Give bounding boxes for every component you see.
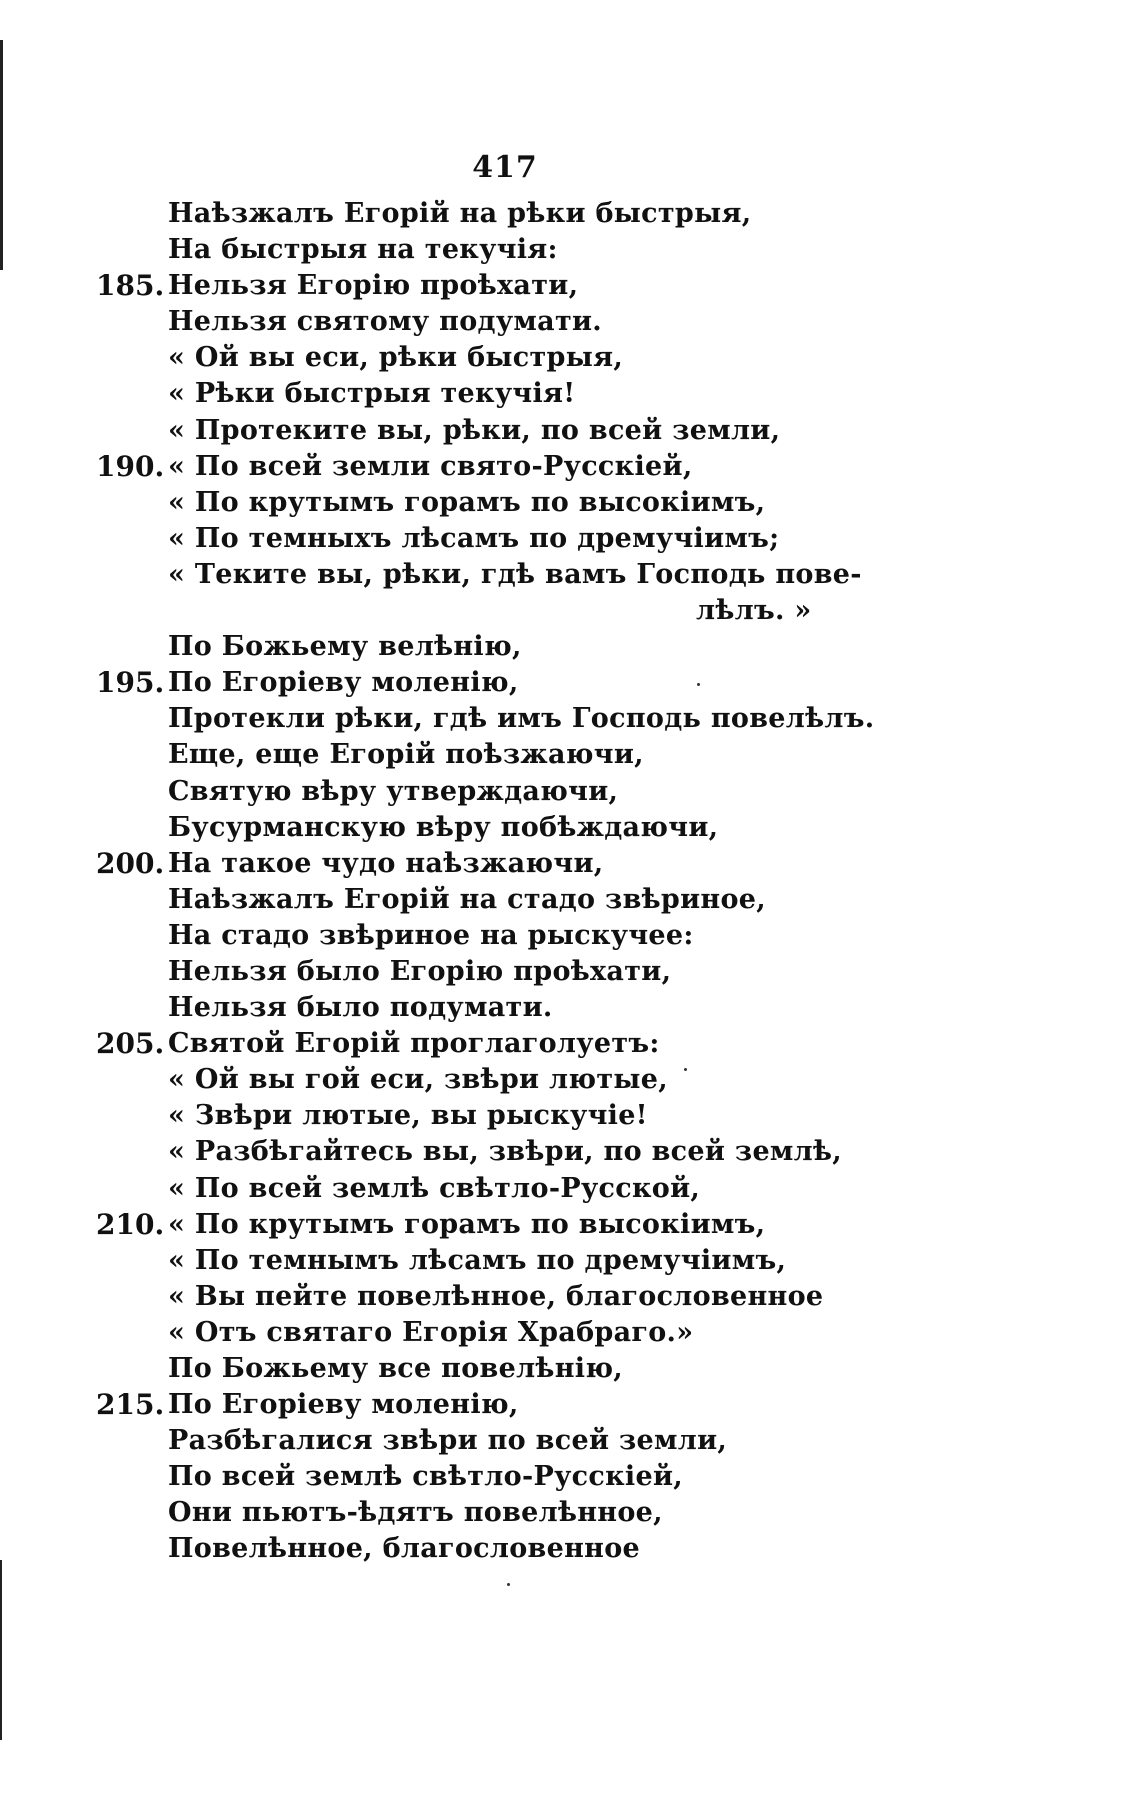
verse-text: « По всей землѣ свѣтло-Русской, <box>168 1172 701 1204</box>
line-number: 200. <box>96 846 165 880</box>
verse-text: Повелѣнное, благословенное <box>168 1533 641 1565</box>
verse-line <box>96 1207 1076 1243</box>
verse-line <box>96 1171 1076 1207</box>
verse-line <box>96 485 1076 521</box>
verse-text: Нельзя Егорію проѣхати, <box>168 270 579 302</box>
verse-text: Святую вѣру утверждаючи, <box>168 775 619 807</box>
line-number: 195. <box>96 666 165 700</box>
verse-text: На стадо звѣриное на рыскучее: <box>168 919 694 951</box>
verse-line <box>96 701 1076 737</box>
verse-text: Протекли рѣки, гдѣ имъ Господь повелѣлъ. <box>168 703 875 735</box>
verse-line <box>96 665 1076 701</box>
verse-text: Нельзя святому подумати. <box>168 306 603 338</box>
verse-line <box>96 918 1076 954</box>
line-number: 190. <box>96 449 165 483</box>
verse-text: По Божьему все повелѣнію, <box>168 1353 624 1384</box>
ink-speck <box>507 1583 510 1586</box>
verse-line <box>96 774 1076 810</box>
verse-text: « Разбѣгайтесь вы, звѣри, по всей землѣ, <box>168 1136 843 1168</box>
verse-text: На быстрыя на текучія: <box>168 234 558 266</box>
verse-text: Бусурманскую вѣру побѣждаючи, <box>168 811 719 843</box>
verse-line <box>96 1315 1076 1351</box>
verse-text: « Вы пейте повелѣнное, благословенное <box>168 1280 824 1312</box>
verse-line <box>96 990 1076 1026</box>
verse-line <box>96 232 1076 268</box>
verse-text: « По крутымъ горамъ по высокіимъ, <box>168 1208 766 1240</box>
verse-text: Они пьютъ-ѣдятъ повелѣнное, <box>168 1497 663 1529</box>
verse-line <box>96 1423 1076 1459</box>
verse-line <box>96 846 1076 882</box>
verse-text: Еще, еще Егорій поѣзжаючи, <box>168 739 644 771</box>
line-number: 205. <box>96 1027 165 1061</box>
verse-text: На такое чудо наѣзжаючи, <box>168 847 604 879</box>
verse-line <box>96 449 1076 485</box>
verse-text: Наѣзжалъ Егорій на рѣки быстрыя, <box>168 198 752 229</box>
verse-line <box>96 268 1076 304</box>
verse-text: « Протеките вы, рѣки, по всей земли, <box>168 414 781 446</box>
line-number: 185. <box>96 269 165 303</box>
verse-line <box>96 810 1076 846</box>
ink-speck <box>697 683 700 686</box>
verse-text: « Теките вы, рѣки, гдѣ вамъ Господь пове- <box>168 558 862 590</box>
verse-text: По Божьему велѣнію, <box>168 631 522 663</box>
verse-text: « По крутымъ горамъ по высокіимъ, <box>168 486 766 518</box>
verse-block <box>96 196 1076 1568</box>
verse-line <box>96 1531 1076 1567</box>
line-number: 210. <box>96 1207 165 1241</box>
verse-line <box>96 1098 1076 1134</box>
verse-text: По всей землѣ свѣтло-Русскіей, <box>168 1461 683 1493</box>
verse-text: Нельзя было подумати. <box>168 992 553 1024</box>
verse-text: « Рѣки быстрыя текучія! <box>168 378 576 410</box>
verse-text: Разбѣгалися звѣри по всей земли, <box>168 1425 728 1457</box>
verse-line <box>96 1387 1076 1423</box>
verse-text: « По темныхъ лѣсамъ по дремучіимъ; <box>168 522 780 554</box>
verse-line <box>96 1459 1076 1495</box>
verse-text: « Ой вы гой еси, звѣри лютые, <box>168 1064 668 1096</box>
verse-line <box>96 376 1076 412</box>
ink-speck <box>684 1068 687 1071</box>
verse-line <box>96 557 1076 593</box>
verse-line <box>96 1243 1076 1279</box>
verse-line <box>96 1279 1076 1315</box>
verse-line <box>96 521 1076 557</box>
verse-text: лѣлъ. » <box>696 595 812 627</box>
verse-line <box>96 629 1076 665</box>
verse-text: Нельзя было Егорію проѣхати, <box>168 955 672 987</box>
verse-line <box>96 1134 1076 1170</box>
line-number: 215. <box>96 1388 165 1422</box>
verse-text: « Ой вы еси, рѣки быстрыя, <box>168 342 624 374</box>
verse-line <box>96 1495 1076 1531</box>
verse-text: Святой Егорій проглаголуетъ: <box>168 1028 660 1060</box>
verse-text: Наѣзжалъ Егорій на стадо звѣриное, <box>168 883 766 915</box>
page-number: 417 <box>472 150 538 185</box>
verse-line <box>96 304 1076 340</box>
verse-text: По Егоріеву моленію, <box>168 667 519 699</box>
scan-edge-mark <box>0 1560 2 1740</box>
verse-line <box>96 1026 1076 1062</box>
verse-line <box>96 1351 1076 1387</box>
verse-line <box>96 737 1076 773</box>
verse-text: « Звѣри лютые, вы рыскучіе! <box>168 1100 648 1132</box>
verse-line <box>96 954 1076 990</box>
verse-line <box>96 196 1076 232</box>
verse-text: « По всей земли свято-Русскіей, <box>168 450 693 482</box>
verse-text: « По темнымъ лѣсамъ по дремучіимъ, <box>168 1244 787 1276</box>
verse-line <box>96 593 1076 629</box>
verse-line <box>96 413 1076 449</box>
verse-line <box>96 340 1076 376</box>
verse-line <box>96 882 1076 918</box>
verse-text: « Отъ святаго Егорія Храбраго.» <box>168 1316 694 1348</box>
verse-line <box>96 1062 1076 1098</box>
verse-text: По Егоріеву моленію, <box>168 1389 519 1421</box>
